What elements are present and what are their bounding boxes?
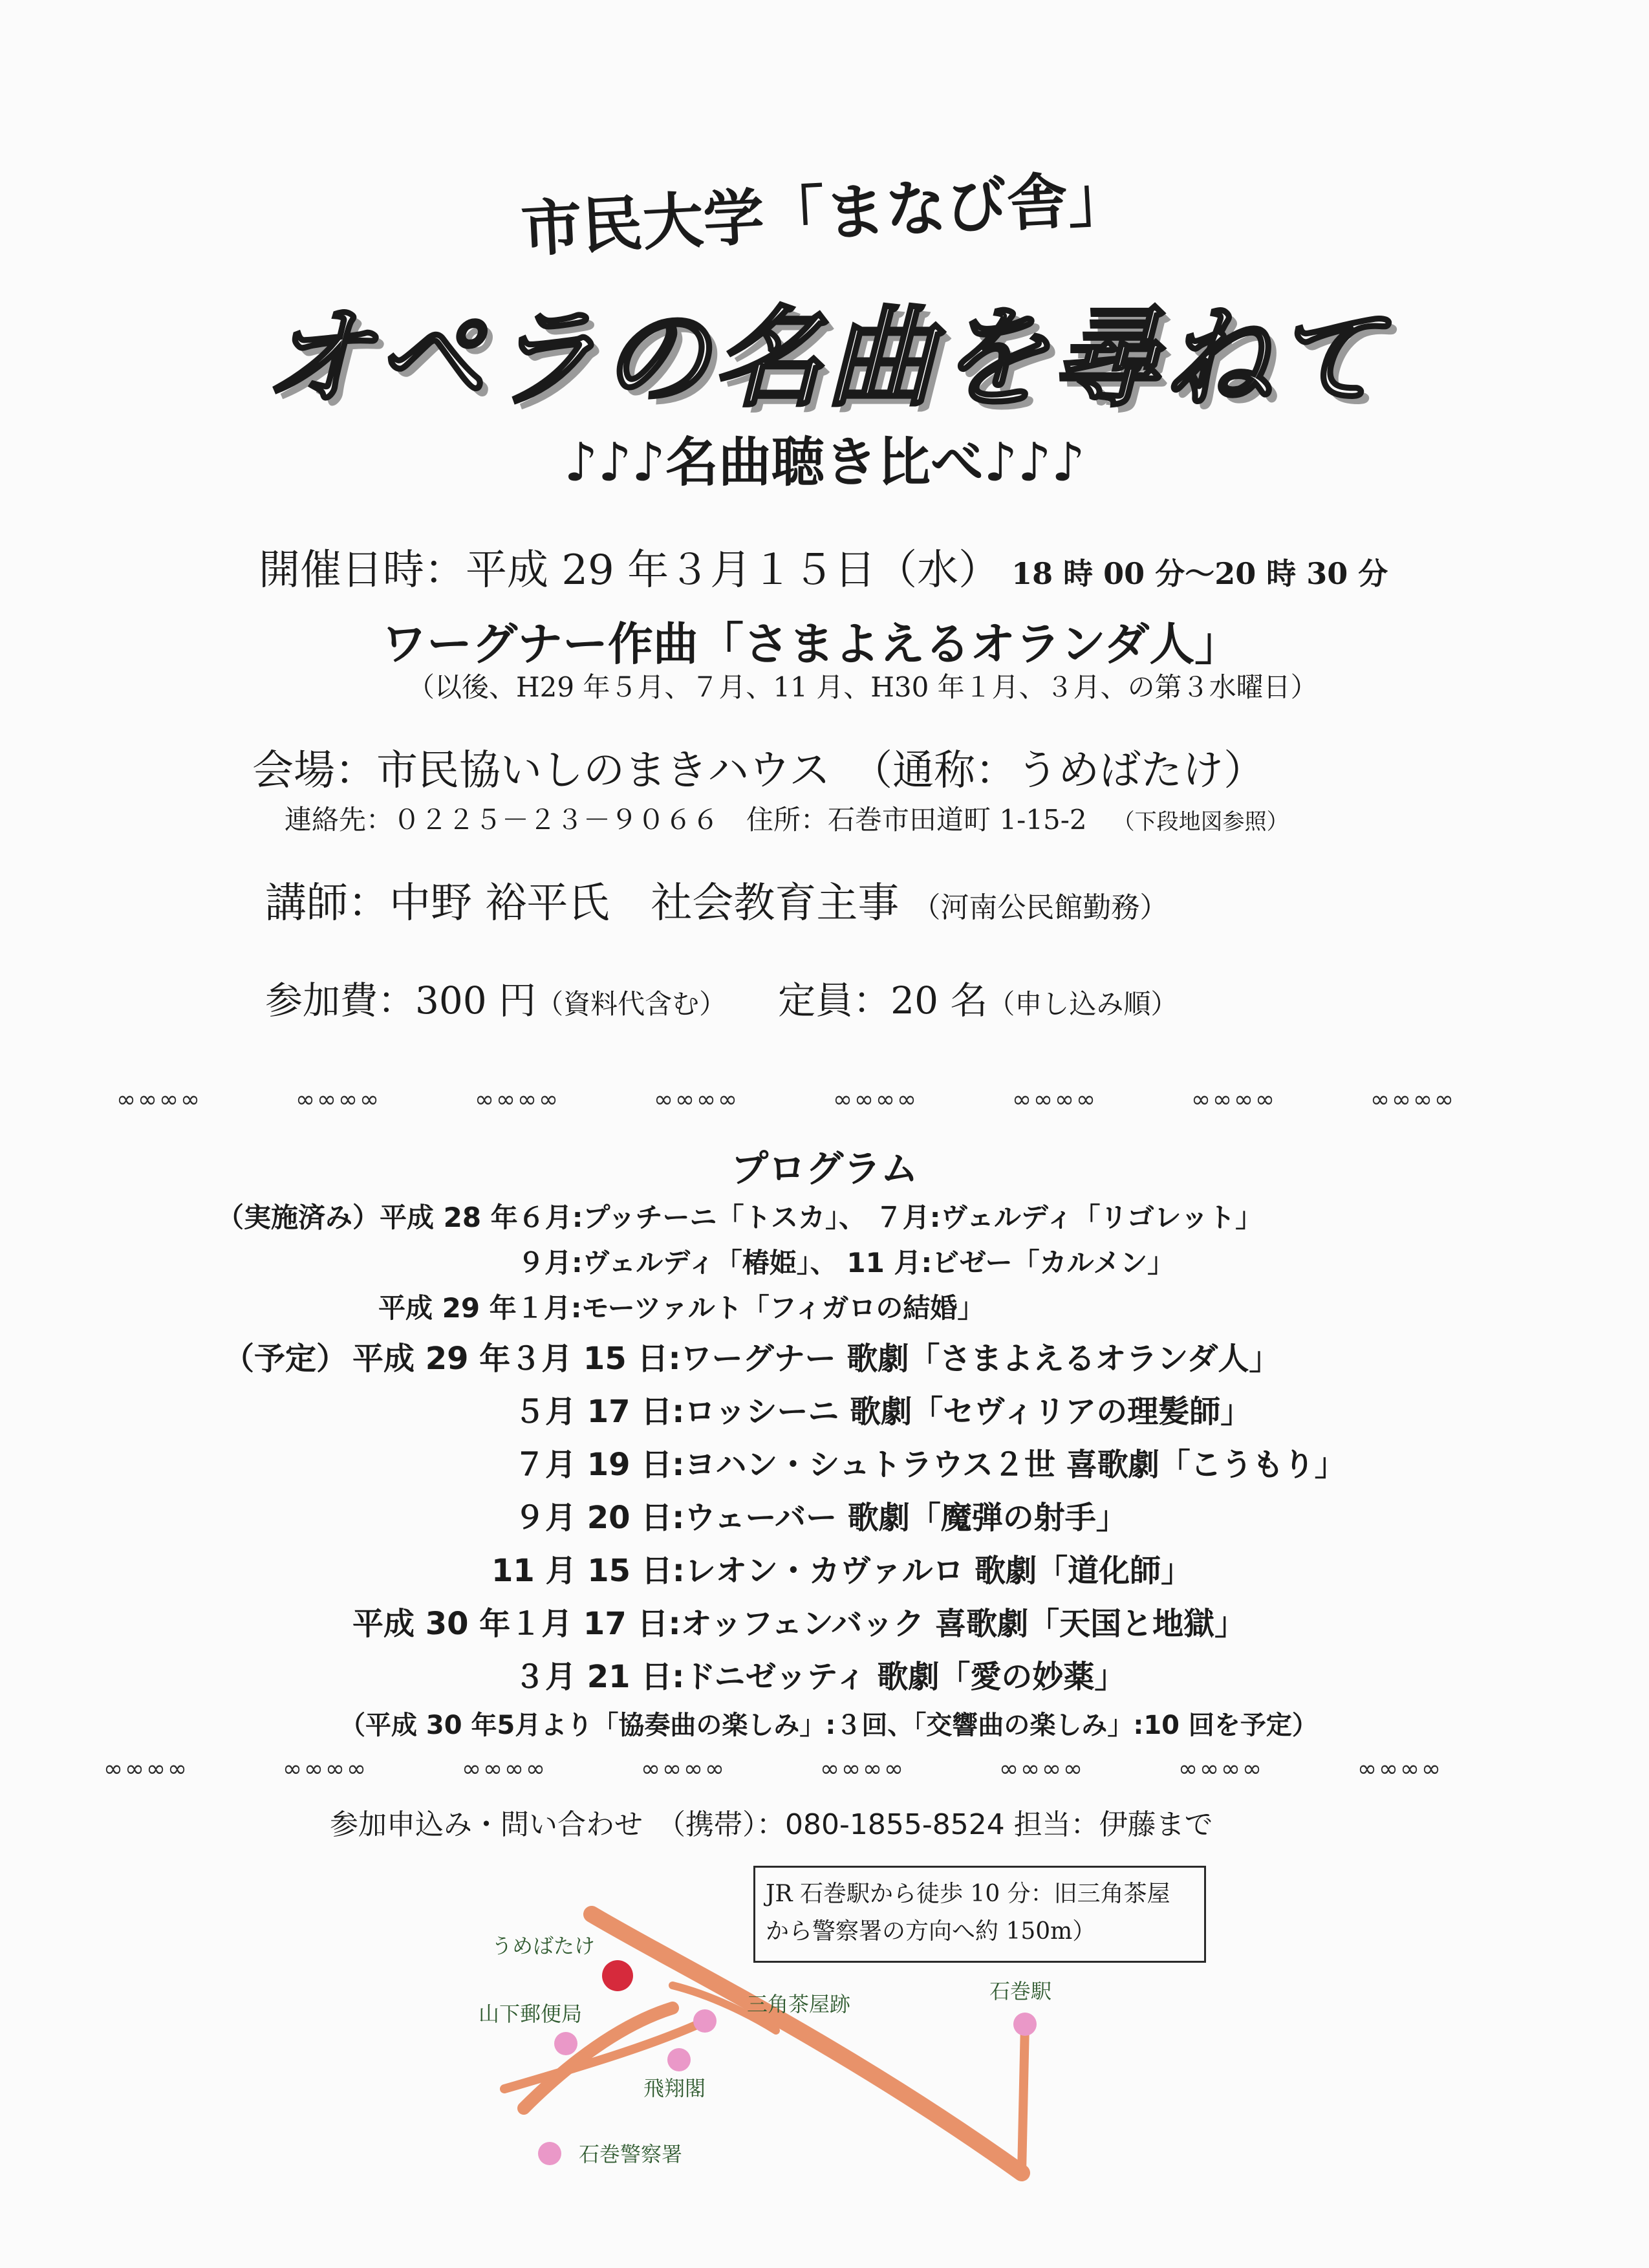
map-label-hishokaku: 飛翔閣 bbox=[643, 2076, 706, 2101]
fee: 参加費：300 円 bbox=[265, 978, 537, 1022]
divider-segment: ∞∞∞∞ bbox=[103, 1756, 189, 1782]
directions-box bbox=[753, 1866, 1206, 1963]
map-label-post-office: 山下郵便局 bbox=[479, 2002, 583, 2026]
map-label-station: 石巻駅 bbox=[989, 1979, 1052, 2003]
directions-line: JR 石巻駅から徒歩 10 分：旧三角茶屋 bbox=[766, 1881, 1170, 1907]
hishokaku-marker bbox=[667, 2048, 691, 2071]
program-done-row: （実施済み）平成 28 年６月:プッチーニ「トスカ」、 ７月:ヴェルディ「リゴレット」 bbox=[217, 1202, 1263, 1233]
divider-segment: ∞∞∞∞ bbox=[820, 1756, 905, 1782]
divider-segment: ∞∞∞∞ bbox=[1012, 1086, 1097, 1113]
map-label-umebatake: うめばたけ bbox=[491, 1934, 596, 1958]
venue: 会場：市民協いしのまきハウス （通称：うめばたけ） bbox=[252, 747, 1266, 795]
program-planned-row: 11 月 15 日:レオン・カヴァルロ 歌劇「道化師」 bbox=[491, 1553, 1192, 1589]
contact-line bbox=[285, 799, 1289, 837]
planned-label: （予定） bbox=[223, 1341, 348, 1377]
event-date: 開催日時：平成 29 年３月１５日（水） bbox=[259, 546, 1000, 594]
divider-segment: ∞∞∞∞ bbox=[1357, 1756, 1443, 1782]
program-planned-row: ３月 21 日:ドニゼッティ 歌劇「愛の妙薬」 bbox=[514, 1659, 1126, 1695]
event-time: 18 時 00 分～20 時 30 分 bbox=[1011, 556, 1388, 591]
map-label-sankaku: 三角茶屋跡 bbox=[747, 1992, 851, 2016]
schedule-note: （以後、H29 年５月、７月、11 月、H30 年１月、３月、の第３水曜日） bbox=[407, 671, 1318, 703]
divider-segment: ∞∞∞∞ bbox=[654, 1086, 739, 1113]
program-heading: プログラム bbox=[731, 1147, 918, 1191]
main-title: オペラの名曲を尋ねて bbox=[263, 295, 1386, 422]
divider-segment: ∞∞∞∞ bbox=[833, 1086, 918, 1113]
fee-line bbox=[265, 970, 1178, 1024]
divider bbox=[116, 1086, 1539, 1113]
map-label-police: 石巻警察署 bbox=[579, 2142, 683, 2166]
sankaku-marker bbox=[693, 2009, 717, 2033]
lecturer-line bbox=[265, 870, 1168, 929]
event-date-line bbox=[259, 537, 1388, 596]
divider-segment: ∞∞∞∞ bbox=[1178, 1756, 1264, 1782]
program-planned-row: 平成 29 年３月 15 日:ワーグナー 歌劇「さまよえるオランダ人」 bbox=[352, 1341, 1280, 1377]
divider-segment: ∞∞∞∞ bbox=[999, 1756, 1084, 1782]
featured-work: ワーグナー作曲「さまよえるオランダ人」 bbox=[382, 618, 1240, 671]
divider-segment: ∞∞∞∞ bbox=[1191, 1086, 1277, 1113]
program-planned-row: ９月 20 日:ウェーバー 歌劇「魔弾の射手」 bbox=[514, 1500, 1127, 1536]
divider-segment: ∞∞∞∞ bbox=[475, 1086, 560, 1113]
police-marker bbox=[538, 2142, 561, 2165]
program-planned-row: ５月 17 日:ロッシーニ 歌劇「セヴィリアの理髪師」 bbox=[514, 1394, 1252, 1430]
lecturer: 講師：中野 裕平氏 社会教育主事 bbox=[265, 880, 900, 927]
directions-line: から警察署の方向へ約 150m） bbox=[766, 1918, 1096, 1945]
lecturer-note: （河南公民館勤務） bbox=[912, 891, 1169, 924]
subtitle: ♪♪♪名曲聴き比べ♪♪♪ bbox=[564, 432, 1085, 493]
contact-info: 連絡先：０２２５－２３－９０６６ 住所：石巻市田道町 1-15-2 bbox=[285, 804, 1087, 836]
program-done-row: ９月:ヴェルディ「椿姫」、 11 月:ビゼー「カルメン」 bbox=[517, 1247, 1175, 1279]
divider-segment: ∞∞∞∞ bbox=[296, 1086, 381, 1113]
post-office-marker bbox=[554, 2032, 577, 2055]
capacity: 定員：20 名 bbox=[778, 978, 988, 1022]
station-marker bbox=[1013, 2013, 1037, 2036]
organization-title: 市民大学「まなび舎」 bbox=[519, 163, 1130, 266]
divider-segment: ∞∞∞∞ bbox=[116, 1086, 202, 1113]
map-road bbox=[1022, 2024, 1025, 2173]
divider-segment: ∞∞∞∞ bbox=[1370, 1086, 1456, 1113]
divider bbox=[103, 1756, 1526, 1782]
divider-segment: ∞∞∞∞ bbox=[462, 1756, 547, 1782]
divider-segment: ∞∞∞∞ bbox=[641, 1756, 726, 1782]
capacity-note: （申し込み順） bbox=[987, 988, 1178, 1020]
umebatake-marker bbox=[602, 1960, 633, 1991]
map-reference: （下段地図参照） bbox=[1112, 809, 1289, 835]
future-note: （平成 30 年5月より「協奏曲の楽しみ」:３回、「交響曲の楽しみ」:10 回を予定） bbox=[339, 1711, 1318, 1740]
program-planned-row: ７月 19 日:ヨハン・シュトラウス２世 喜歌劇「こうもり」 bbox=[514, 1447, 1346, 1483]
program-planned-row: 平成 30 年１月 17 日:オッフェンバック 喜歌劇「天国と地獄」 bbox=[352, 1606, 1246, 1642]
fee-note: （資料代含む） bbox=[536, 988, 727, 1020]
inquiry-line: 参加申込み・問い合わせ （携帯）：080-1855-8524 担当：伊藤まで bbox=[330, 1808, 1213, 1841]
program-done-row: 平成 29 年１月:モーツァルト「フィガロの結婚」 bbox=[378, 1292, 985, 1324]
divider-segment: ∞∞∞∞ bbox=[283, 1756, 368, 1782]
